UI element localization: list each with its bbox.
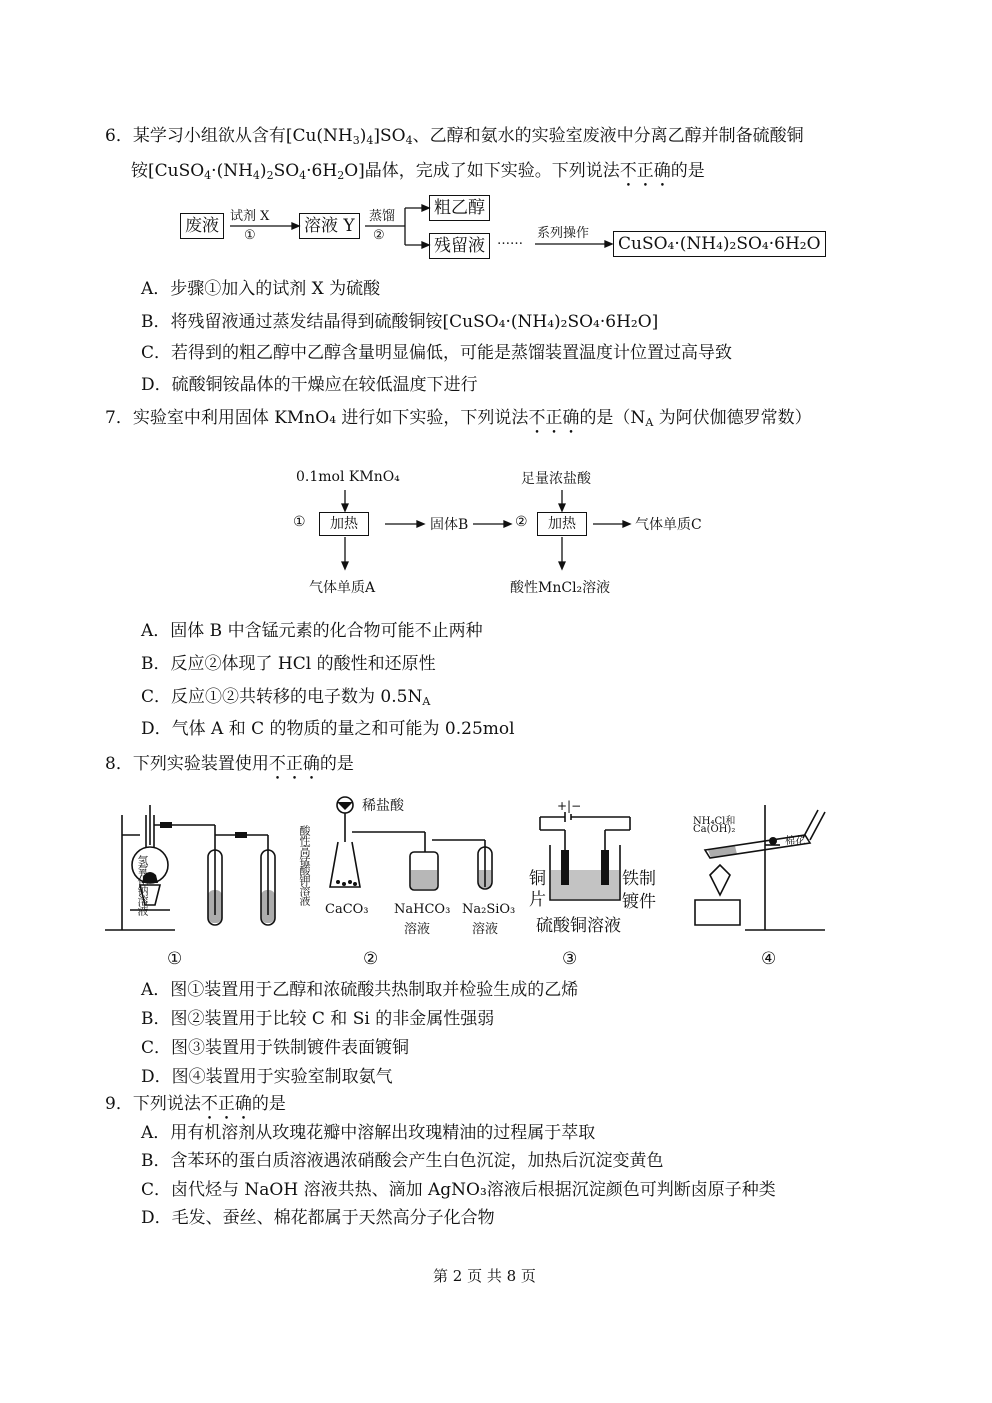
caco3-label: CaCO₃ bbox=[325, 902, 369, 917]
conc-hcl-label: 足量浓盐酸 bbox=[521, 471, 591, 487]
figure-3-number: ③ bbox=[562, 949, 578, 969]
cotton-label: 棉花 bbox=[785, 836, 805, 847]
copper-label-2: 片 bbox=[529, 890, 546, 910]
na2sio3-label: Na₂SiO₃ bbox=[462, 902, 516, 917]
residue-box: 残留液 bbox=[429, 233, 490, 259]
q6-flow-arrows bbox=[0, 0, 992, 300]
q7-option-a: A．固体 B 中含锰元素的化合物可能不止两种 bbox=[141, 621, 483, 641]
heat2-box: 加热 bbox=[537, 512, 587, 536]
figure-2-number: ② bbox=[363, 949, 379, 969]
step1-label: ① bbox=[293, 514, 306, 530]
q6-option-d: D．硫酸铜铵晶体的干燥应在较低温度下进行 bbox=[141, 375, 478, 395]
q8-stem: 8．下列实验装置使用不正确的是 bbox=[105, 754, 354, 774]
q8-option-c: C．图③装置用于铁制镀件表面镀铜 bbox=[141, 1038, 410, 1058]
q9-option-c: C．卤代烃与 NaOH 溶液共热、滴加 AgNO₃溶液后根据沉淀颜色可判断卤原子种类 bbox=[141, 1180, 776, 1200]
gas-c-label: 气体单质C bbox=[635, 517, 702, 533]
q7-option-d: D．气体 A 和 C 的物质的量之和可能为 0.25mol bbox=[141, 719, 515, 739]
q9-option-b: B．含苯环的蛋白质溶液遇浓硝酸会产生白色沉淀，加热后沉淀变黄色 bbox=[141, 1151, 664, 1171]
not-correct-emphasis: 不正确 bbox=[619, 161, 671, 181]
q9-stem: 9．下列说法不正确的是 bbox=[105, 1094, 286, 1114]
heat1-box: 加热 bbox=[319, 512, 369, 536]
q8-option-a: A．图①装置用于乙醇和浓硫酸共热制取并检验生成的乙烯 bbox=[141, 980, 579, 1000]
kmno4-label: 0.1mol KMnO₄ bbox=[296, 469, 400, 485]
product-box: CuSO₄·(NH₄)₂SO₄·6H₂O bbox=[613, 231, 826, 257]
step1-label: ① bbox=[244, 228, 256, 243]
q6-option-a: A．步骤①加入的试剂 X 为硫酸 bbox=[141, 279, 381, 299]
solution-y-box: 溶液 Y bbox=[299, 213, 360, 239]
caoh2-label: Ca(OH)₂ bbox=[693, 824, 736, 835]
solid-b-label: 固体B bbox=[430, 517, 469, 533]
mncl2-label: 酸性MnCl₂溶液 bbox=[510, 580, 611, 596]
q7-flow-arrows bbox=[0, 440, 992, 600]
waste-liquid-box: 废液 bbox=[180, 213, 224, 239]
svg-text:+|−: +|− bbox=[557, 800, 582, 813]
dilute-hcl-label: 稀盐酸 bbox=[362, 798, 404, 814]
dots: …… bbox=[497, 233, 523, 248]
reagent-x-label: 试剂 X bbox=[230, 209, 270, 224]
q8-option-b: B．图②装置用于比较 C 和 Si 的非金属性强弱 bbox=[141, 1009, 495, 1029]
q6-option-b: B．将残留液通过蒸发结晶得到硫酸铜铵[CuSO₄·(NH₄)₂SO₄·6H₂O] bbox=[141, 312, 659, 332]
not-correct-emphasis: 不正确 bbox=[268, 754, 320, 774]
kmno4-solution-label: 酸性高锰酸钾溶液 bbox=[298, 825, 311, 905]
gas-a-label: 气体单质A bbox=[309, 580, 376, 596]
series-ops-label: 系列操作 bbox=[537, 226, 590, 241]
iron-label-1: 铁制 bbox=[622, 869, 656, 889]
naoh-label: 氢氧化钠溶液 bbox=[136, 855, 149, 915]
q7-option-c: C．反应①②共转移的电子数为 $0.5N_A$ bbox=[141, 687, 431, 708]
figure-4-number: ④ bbox=[761, 949, 777, 969]
step2-label: ② bbox=[373, 228, 385, 243]
na2sio3-solution-label: 溶液 bbox=[472, 922, 499, 937]
figure-1-apparatus bbox=[100, 795, 320, 940]
page-footer: 第 2 页 共 8 页 bbox=[433, 1267, 536, 1285]
not-correct-emphasis: 不正确 bbox=[528, 408, 580, 428]
q6-option-c: C．若得到的粗乙醇中乙醇含量明显偏低，可能是蒸馏装置温度计位置过高导致 bbox=[141, 343, 733, 363]
cuso4-solution-label: 硫酸铜溶液 bbox=[536, 916, 621, 936]
nh4cl-label: NH₄Cl和 bbox=[693, 816, 736, 827]
iron-label-2: 镀件 bbox=[622, 892, 656, 912]
nahco3-solution-label: 溶液 bbox=[404, 922, 431, 937]
q9-option-a: A．用有机溶剂从玫瑰花瓣中溶解出玫瑰精油的过程属于萃取 bbox=[141, 1123, 596, 1143]
q6-stem-line1: 6．某学习小组欲从含有$[Cu(NH_3)_4]SO_4$、乙醇和氨水的实验室废液中分离乙醇并制备硫酸铜 bbox=[105, 126, 804, 147]
step2-label: ② bbox=[515, 514, 528, 530]
nahco3-label: NaHCO₃ bbox=[394, 902, 451, 917]
q6-stem-line2: 铵$[CuSO_4\cdot(NH_4)_2SO_4\cdot 6H_2O]$晶体，完成了如下实验。下列说法不正确的是 bbox=[131, 161, 705, 182]
not-correct-emphasis: 不正确 bbox=[200, 1094, 252, 1114]
distill-label: 蒸馏 bbox=[369, 209, 396, 224]
q7-option-b: B．反应②体现了 HCl 的酸性和还原性 bbox=[141, 654, 436, 674]
crude-ethanol-box: 粗乙醇 bbox=[429, 195, 490, 221]
figure-1-number: ① bbox=[167, 949, 183, 969]
figure-2-apparatus bbox=[320, 792, 530, 902]
q8-option-d: D．图④装置用于实验室制取氨气 bbox=[141, 1067, 393, 1087]
q7-stem: 7．实验室中利用固体 KMnO₄ 进行如下实验，下列说法不正确的是（$N_A$ 为阿伏伽德罗常数） bbox=[105, 408, 812, 429]
copper-label-1: 铜 bbox=[529, 869, 546, 889]
q9-option-d: D．毛发、蚕丝、棉花都属于天然高分子化合物 bbox=[141, 1208, 495, 1228]
